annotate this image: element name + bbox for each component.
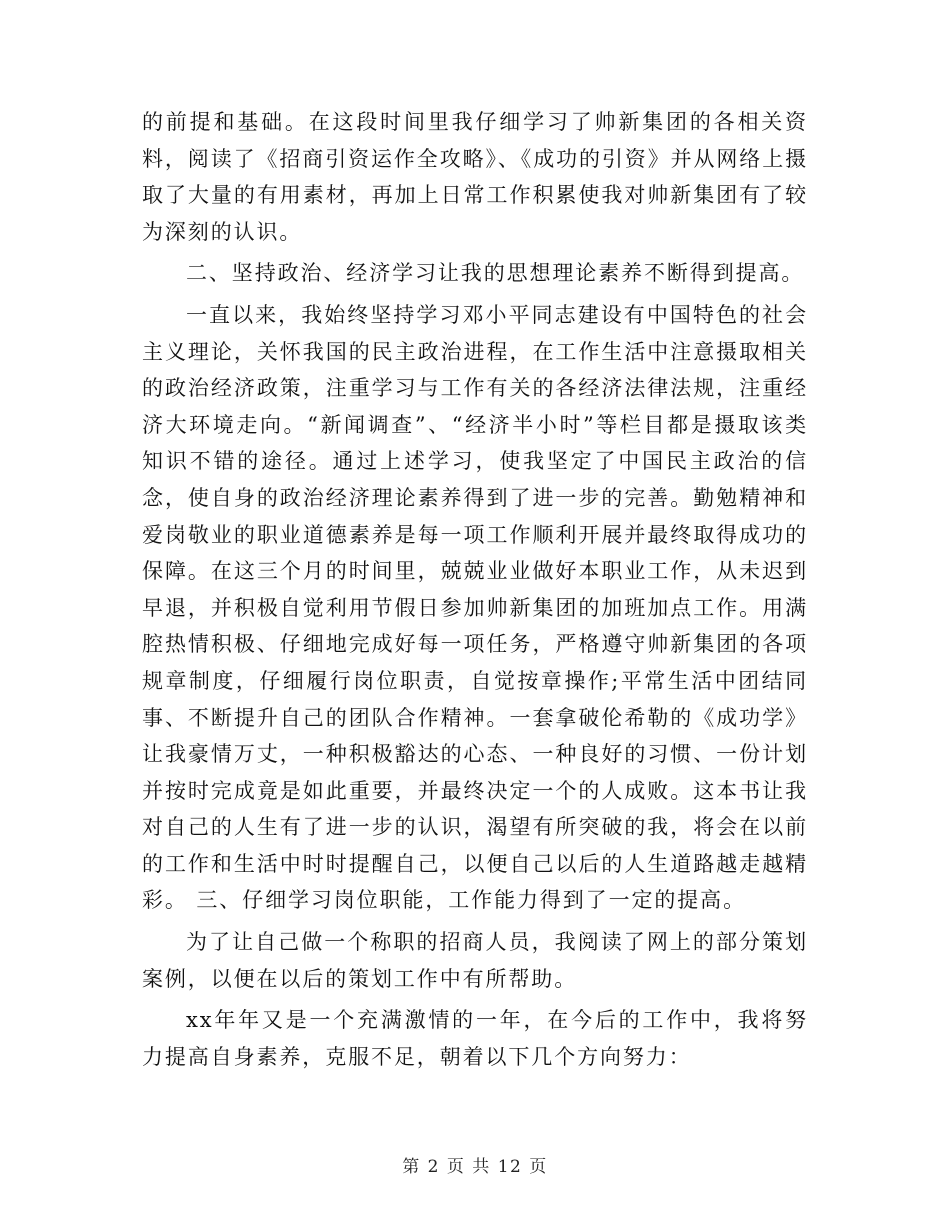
paragraph-planning: 为了让自己做一个称职的招商人员，我阅读了网上的部分策划案例，以便在以后的策划工作中有所帮助。 (142, 930, 808, 991)
paragraph-continuation: 的前提和基础。在这段时间里我仔细学习了帅新集团的各相关资料，阅读了《招商引资运作全攻略》、《成功的引资》并从网络上摄取了大量的有用素材，再加上日常工作积累使我对帅新集团有了较为深刻的认识。 (142, 110, 808, 244)
page-footer: 第 2 页 共 12 页 (402, 1157, 548, 1177)
paragraph-study: 一直以来，我始终坚持学习邓小平同志建设有中国特色的社会主义理论，关怀我国的民主政治进程，在工作生活中注意摄取相关的政治经济政策，注重学习与工作有关的各经济法律法规，注重经济大环境走向。“新闻调查”、“经济半小时”等栏目都是摄取该类知识不错的途径。通过上述学习，使我坚定了中国民主政治的信念，使自身的政治经济理论素养得到了进一步的完善。勤勉精神和爱岗敬业的职业道德素养是每一项工作顺利开展并最终取得成功的保障。在这三个月的时间里，兢兢业业做好本职业工作，从未迟到早退，并积极自觉利用节假日参加帅新集团的加班加点工作。用满腔热情积极、仔细地完成好每一项任务，严格遵守帅新集团的各项规章制度，仔细履行岗位职责，自觉按章操作;平常生活中团结同事、不断提升自己的团队合作精神。一套拿破伦希勒的《成功学》让我豪情万丈，一种积极豁达的心态、一种良好的习惯、一份计划并按时完成竟是如此重要，并最终决定一个的人成败。这本书让我对自己的人生有了进一步的认识，渴望有所突破的我，将会在以前的工作和生活中时时提醒自己，以便自己以后的人生道路越走越精彩。 三、仔细学习岗位职能，工作能力得到了一定的提高。 (142, 302, 808, 913)
section-heading-2: 二、坚持政治、经济学习让我的思想理论素养不断得到提高。 (186, 261, 805, 286)
paragraph-outlook: xx年年又是一个充满激情的一年，在今后的工作中，我将努力提高自身素养，克服不足，朝着以下几个方向努力： (142, 1008, 808, 1069)
document-body (142, 104, 808, 1080)
